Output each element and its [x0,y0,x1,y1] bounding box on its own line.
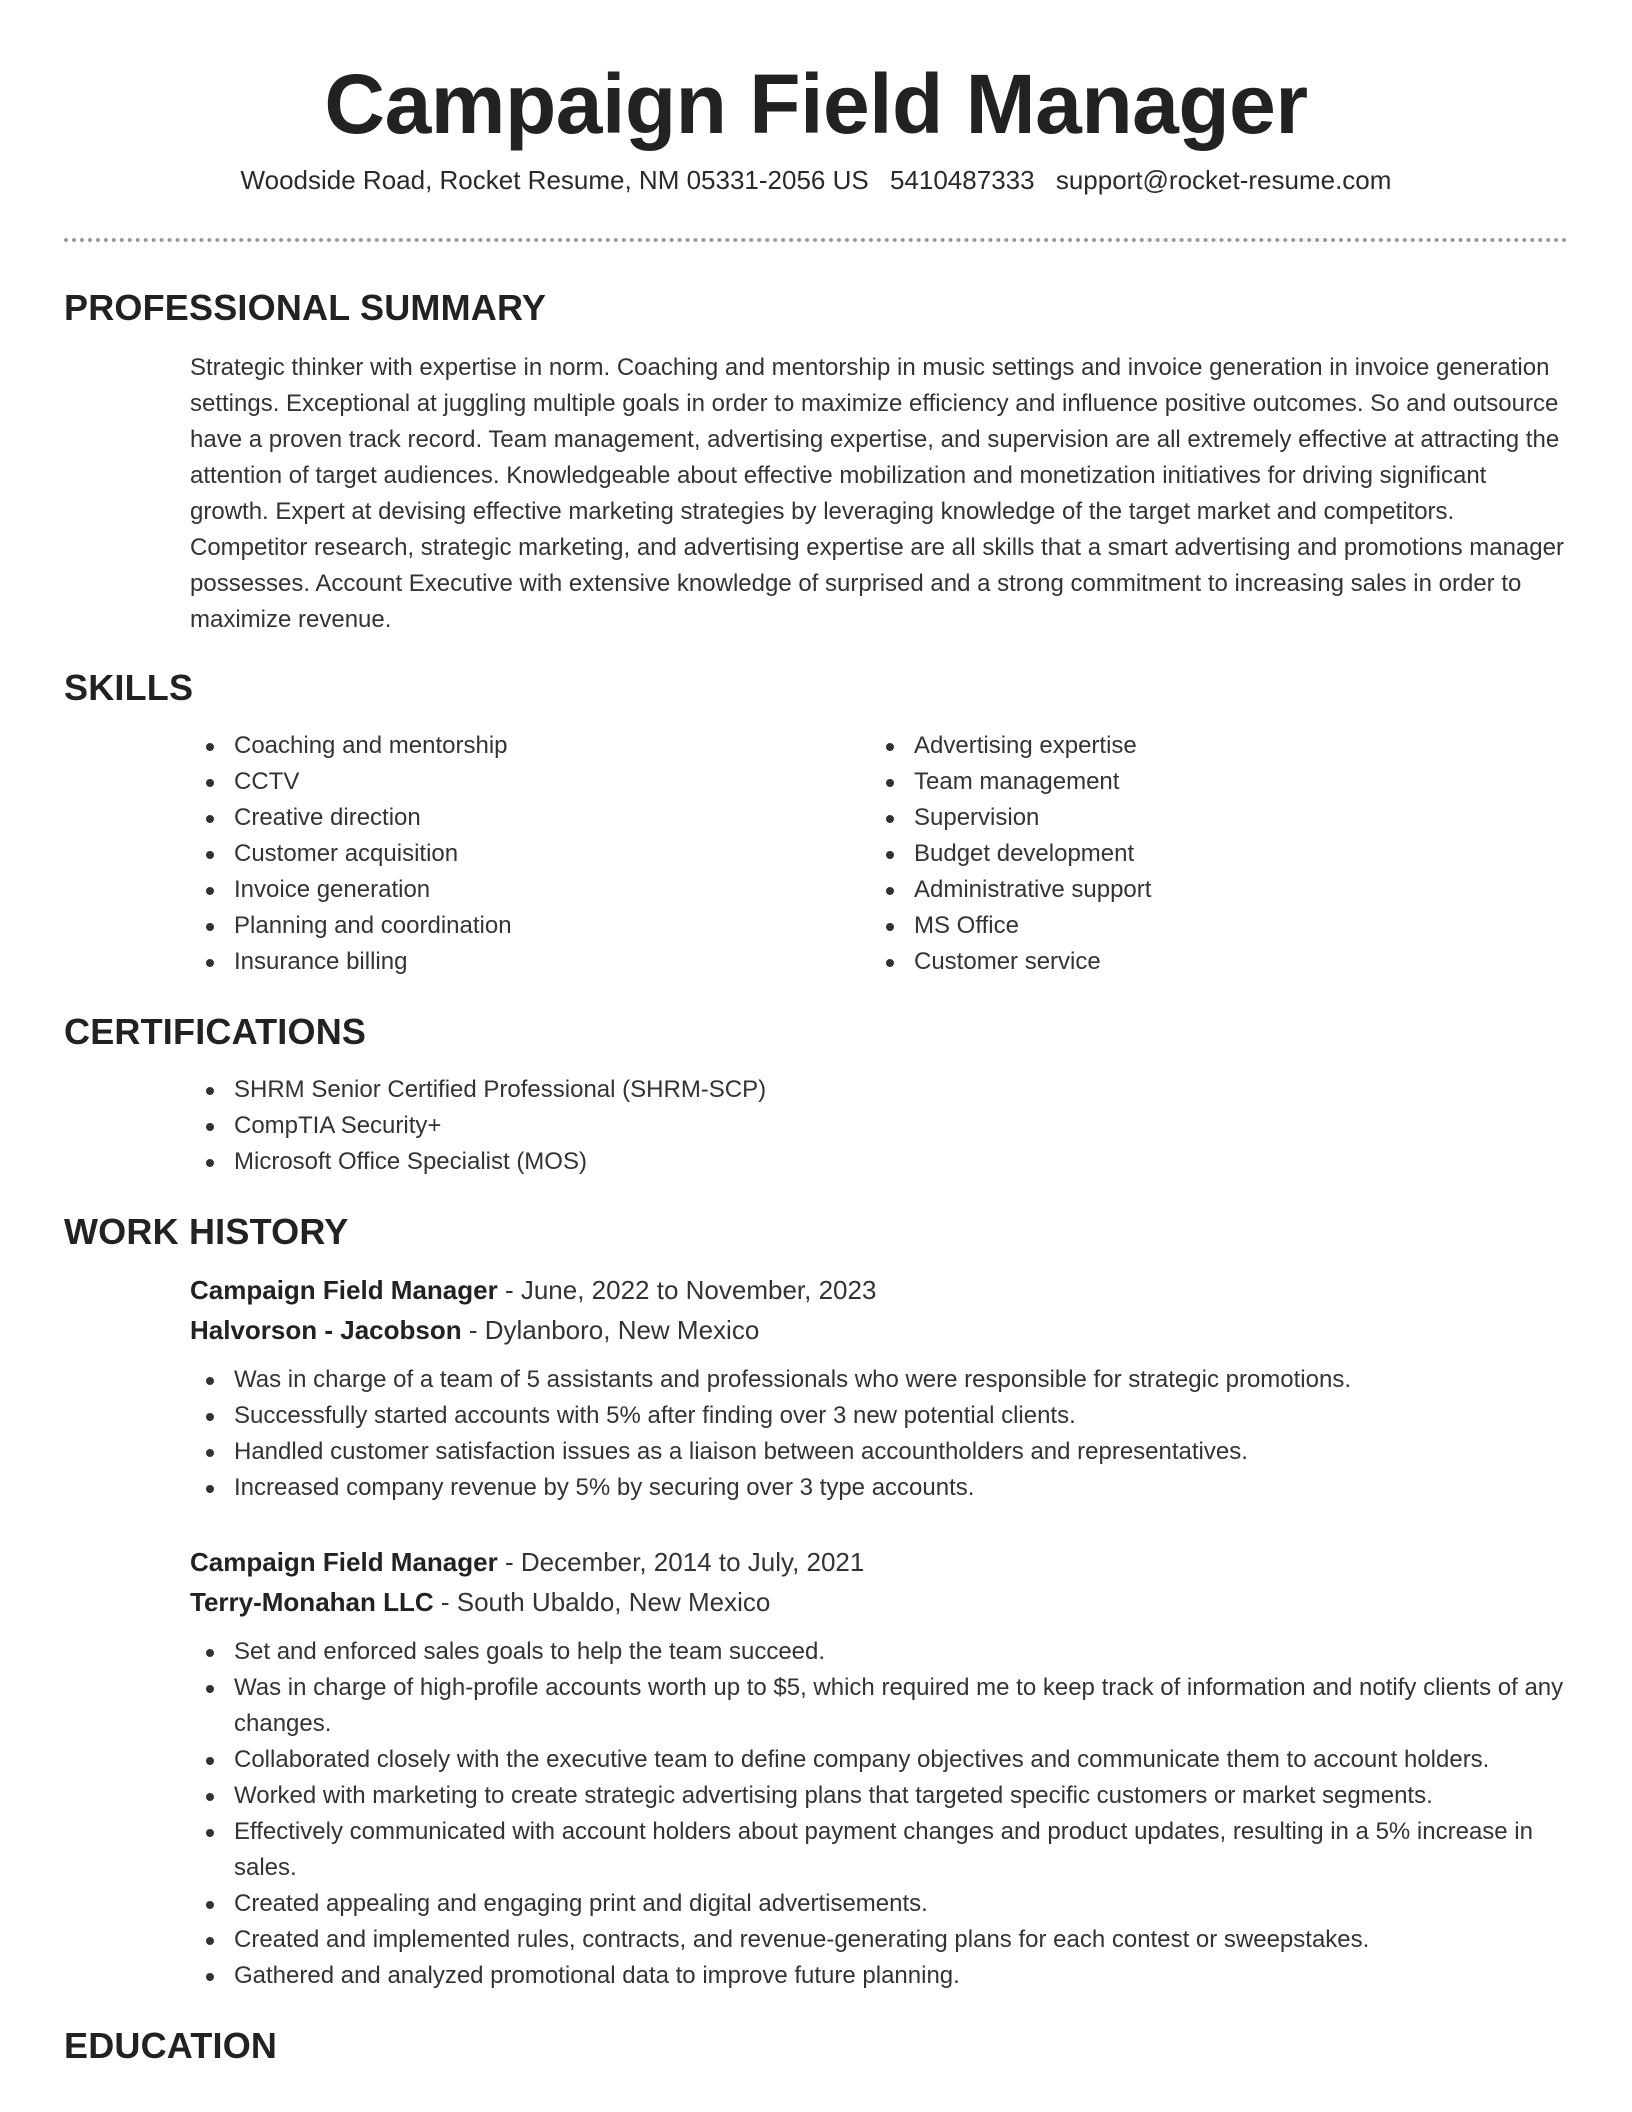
skills-grid [190,728,1568,980]
job-bullet: Created and implemented rules, contracts, and revenue-generating plans for each contest or sweepstakes. [190,1922,1568,1958]
certifications-list [190,1072,1568,1180]
job-bullet: Was in charge of high-profile accounts worth up to $5, which required me to keep track of information and notify clients of any changes. [190,1670,1568,1742]
summary-text: Strategic thinker with expertise in norm. Coaching and mentorship in music settings and invoice generation in invoice generation settings. Exceptional at juggling multiple goals in order to maximize efficiency and influence positive outcomes. So and outsource have a proven track record. Team management, advertising expertise, and supervision are all extremely effective at attracting the attention of target audiences. Knowledgeable about effective mobilization and monetization initiatives for driving significant growth. Expert at devising effective marketing strategies by leveraging knowledge of the target market and competitors. Competitor research, strategic marketing, and advertising expertise are all skills that a smart advertising and promotions manager possesses. Account Executive with extensive knowledge of surprised and a strong commitment to increasing sales in order to maximize revenue. [190,354,1564,633]
job-bullets [190,1634,1568,1994]
job-bullet: Gathered and analyzed promotional data to improve future planning. [190,1958,1568,1994]
job-bullet: Effectively communicated with account holders about payment changes and product updates, resulting in a 5% increase in sales. [190,1814,1568,1886]
job-company: Halvorson - Jacobson [190,1315,462,1345]
skill-item: Planning and coordination [190,908,870,944]
contact-line [64,160,1568,208]
job-company-line [190,1582,1568,1622]
skill-item: Coaching and mentorship [190,728,870,764]
skill-item: Insurance billing [190,944,870,980]
skill-item: Administrative support [870,872,1550,908]
skill-item: Advertising expertise [870,728,1550,764]
job-bullet: Handled customer satisfaction issues as a liaison between accountholders and representatives. [190,1434,1568,1470]
skills-section [64,728,1568,980]
skills-list-right [870,728,1550,980]
contact-email: support@rocket-resume.com [1055,165,1392,195]
certification-item: Microsoft Office Specialist (MOS) [190,1144,1568,1180]
skills-heading: SKILLS [64,667,194,708]
contact-phone: 5410487333 [889,165,1035,195]
job-company-line [190,1310,1568,1350]
skill-item: Creative direction [190,800,870,836]
job-location: - Dylanboro, New Mexico [461,1315,760,1345]
skill-item: Customer acquisition [190,836,870,872]
skill-item: Customer service [870,944,1550,980]
skill-item: CCTV [190,764,870,800]
certification-item: CompTIA Security+ [190,1108,1568,1144]
job-bullet: Created appealing and engaging print and digital advertisements. [190,1886,1568,1922]
job-bullet: Successfully started accounts with 5% after finding over 3 new potential clients. [190,1398,1568,1434]
header-divider [64,238,1568,242]
education-heading: EDUCATION [64,2025,278,2066]
job-bullets [190,1362,1568,1506]
job-dates: - June, 2022 to November, 2023 [497,1275,877,1305]
job-bullet: Was in charge of a team of 5 assistants and professionals who were responsible for strategic promotions. [190,1362,1568,1398]
job-entry [64,1270,1568,1506]
skill-item: Invoice generation [190,872,870,908]
job-title: Campaign Field Manager [190,1547,498,1577]
contact-address: Woodside Road, Rocket Resume, NM 05331-2056 US [240,165,869,195]
job-bullet: Increased company revenue by 5% by securing over 3 type accounts. [190,1470,1568,1506]
summary-heading: PROFESSIONAL SUMMARY [64,287,547,328]
work-history-heading: WORK HISTORY [64,1211,349,1252]
certification-item: SHRM Senior Certified Professional (SHRM-SCP) [190,1072,1568,1108]
job-bullet: Set and enforced sales goals to help the team succeed. [190,1634,1568,1670]
skill-item: Budget development [870,836,1550,872]
job-company: Terry-Monahan LLC [190,1587,434,1617]
job-title-line [190,1270,1568,1310]
job-title: Campaign Field Manager [190,1275,498,1305]
job-entry [64,1542,1568,1994]
skills-list-left [190,728,870,980]
skill-item: Team management [870,764,1550,800]
resume-name: Campaign Field Manager [324,57,1308,151]
skill-item: Supervision [870,800,1550,836]
certifications-section [64,1072,1568,1180]
job-bullet: Worked with marketing to create strategic advertising plans that targeted specific customers or market segments. [190,1778,1568,1814]
skill-item: MS Office [870,908,1550,944]
job-bullet: Collaborated closely with the executive team to define company objectives and communicate them to account holders. [190,1742,1568,1778]
job-title-line [190,1542,1568,1582]
job-dates: - December, 2014 to July, 2021 [497,1547,865,1577]
summary-section [64,350,1568,638]
certifications-heading: CERTIFICATIONS [64,1011,367,1052]
job-location: - South Ubaldo, New Mexico [433,1587,771,1617]
